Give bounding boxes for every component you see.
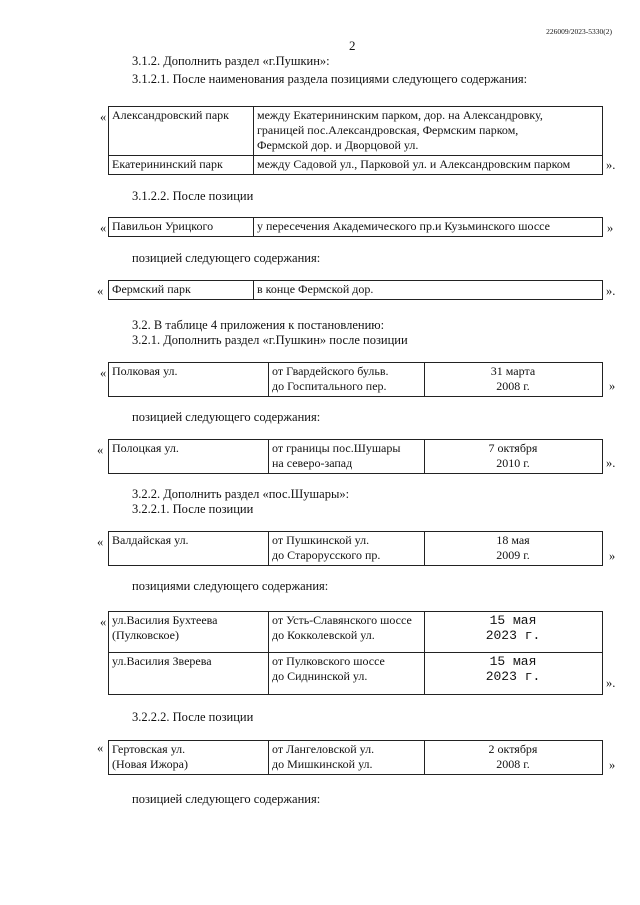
streets-table-6 xyxy=(108,531,603,566)
table-cell: Екатерининский парк xyxy=(109,156,254,175)
para-3-2-1: 3.2.1. Дополнить раздел «г.Пушкин» после позиции xyxy=(132,333,408,347)
cell-line: ул.Василия Зверева xyxy=(112,654,212,668)
parks-table-1 xyxy=(108,106,603,175)
cell-line: до Старорусского пр. xyxy=(272,548,381,562)
cell-line: до Сиднинской ул. xyxy=(272,669,368,683)
table-row xyxy=(109,156,603,175)
table-cell xyxy=(109,612,269,653)
para-3-1-2-1: 3.1.2.1. После наименования раздела позициями следующего содержания: xyxy=(132,72,528,86)
date-line: 2 октября xyxy=(488,742,538,756)
table-cell xyxy=(425,440,603,474)
date-line: 2008 г. xyxy=(496,379,530,393)
quote-open: « xyxy=(100,615,107,629)
cell-line: ул.Василия Бухтеева xyxy=(112,613,218,627)
para-3-2-2-2: 3.2.2.2. После позиции xyxy=(132,710,254,724)
table-row xyxy=(109,612,603,653)
table-cell: у пересечения Академического пр.и Кузьминского шоссе xyxy=(254,218,603,237)
table-cell xyxy=(109,653,269,695)
streets-table-5 xyxy=(108,439,603,474)
para-position: позицией следующего содержания: xyxy=(132,410,321,424)
quote-close: ». xyxy=(606,284,616,298)
streets-table-8 xyxy=(108,740,603,775)
cell-line: до Мишкинской ул. xyxy=(272,757,373,771)
table-cell: в конце Фермской дор. xyxy=(254,281,603,300)
date-line: 18 мая xyxy=(496,533,530,547)
table-row xyxy=(109,532,603,566)
table-cell xyxy=(269,612,425,653)
cell-line: от Пушкинской ул. xyxy=(272,533,370,547)
table-cell xyxy=(425,653,603,695)
quote-close: » xyxy=(607,221,614,235)
quote-close: » xyxy=(609,758,616,772)
para-3-2-2-1: 3.2.2.1. После позиции xyxy=(132,502,254,516)
cell-line: (Новая Ижора) xyxy=(112,757,188,771)
parks-table-2 xyxy=(108,217,603,237)
cell-line: от Усть-Славянского шоссе xyxy=(272,613,412,627)
para-3-2: 3.2. В таблице 4 приложения к постановлению: xyxy=(132,318,385,332)
para-positions: позициями следующего содержания: xyxy=(132,579,329,593)
table-cell xyxy=(425,363,603,397)
para-3-1-2-2: 3.1.2.2. После позиции xyxy=(132,189,254,203)
table-row xyxy=(109,363,603,397)
date-line: 15 мая xyxy=(489,613,537,628)
cell-line: между Садовой ул., Парковой ул. и Александровским парком xyxy=(257,157,571,171)
date-line: 2023 г. xyxy=(485,628,541,643)
quote-open: « xyxy=(97,443,104,457)
quote-close: » xyxy=(609,379,616,393)
table-cell xyxy=(425,532,603,566)
table-cell xyxy=(269,440,425,474)
streets-table-4 xyxy=(108,362,603,397)
date-line: 2009 г. xyxy=(496,548,530,562)
table-row xyxy=(109,741,603,775)
quote-open: « xyxy=(97,535,104,549)
quote-close: » xyxy=(609,549,616,563)
quote-open: « xyxy=(100,221,107,235)
table-cell: Полковая ул. xyxy=(109,363,269,397)
cell-line: Гертовская ул. xyxy=(112,742,186,756)
table-cell: Павильон Урицкого xyxy=(109,218,254,237)
table-cell xyxy=(269,741,425,775)
date-line: 15 мая xyxy=(489,654,537,669)
quote-open: « xyxy=(97,741,104,755)
quote-close: ». xyxy=(606,676,616,690)
document-id: 226009/2023-5330(2) xyxy=(546,27,612,36)
table-cell: Александровский парк xyxy=(109,107,254,156)
para-position: позицией следующего содержания: xyxy=(132,792,321,806)
para-3-2-2: 3.2.2. Дополнить раздел «пос.Шушары»: xyxy=(132,487,350,501)
quote-close: ». xyxy=(606,456,616,470)
date-line: 31 марта xyxy=(490,364,536,378)
quote-close: ». xyxy=(606,158,616,172)
cell-line: (Пулковское) xyxy=(112,628,179,642)
table-cell: Фермский парк xyxy=(109,281,254,300)
date-line: 7 октября xyxy=(488,441,538,455)
date-line: 2010 г. xyxy=(496,456,530,470)
quote-open: « xyxy=(100,110,107,124)
table-cell xyxy=(254,156,603,175)
table-cell xyxy=(269,363,425,397)
page-number: 2 xyxy=(349,38,356,53)
table-cell xyxy=(269,532,425,566)
table-row xyxy=(109,107,603,156)
para-3-1-2: 3.1.2. Дополнить раздел «г.Пушкин»: xyxy=(132,54,330,68)
table-row xyxy=(109,440,603,474)
table-row xyxy=(109,281,603,300)
quote-open: « xyxy=(100,366,107,380)
table-cell xyxy=(425,612,603,653)
date-line: 2008 г. xyxy=(496,757,530,771)
table-cell: Валдайская ул. xyxy=(109,532,269,566)
cell-line: от Пулковского шоссе xyxy=(272,654,385,668)
cell-line: Фермской дор. и Дворцовой ул. xyxy=(257,138,419,152)
streets-table-7 xyxy=(108,611,603,695)
cell-line: границей пос.Александровская, Фермским парком, xyxy=(257,123,519,137)
quote-open: « xyxy=(97,284,104,298)
date-line: 2023 г. xyxy=(485,669,541,684)
cell-line: на северо-запад xyxy=(272,456,353,470)
cell-line: от границы пос.Шушары xyxy=(272,441,401,455)
table-cell xyxy=(425,741,603,775)
para-position: позицией следующего содержания: xyxy=(132,251,321,265)
table-cell xyxy=(254,107,603,156)
cell-line: до Кокколевской ул. xyxy=(272,628,375,642)
table-row xyxy=(109,653,603,695)
cell-line: между Екатерининским парком, дор. на Александровку, xyxy=(257,108,543,122)
cell-line: от Гвардейского бульв. xyxy=(272,364,389,378)
parks-table-3 xyxy=(108,280,603,300)
table-cell xyxy=(109,741,269,775)
cell-line: до Госпитального пер. xyxy=(272,379,387,393)
table-row xyxy=(109,218,603,237)
table-cell xyxy=(269,653,425,695)
table-cell: Полоцкая ул. xyxy=(109,440,269,474)
cell-line: от Лангеловской ул. xyxy=(272,742,375,756)
